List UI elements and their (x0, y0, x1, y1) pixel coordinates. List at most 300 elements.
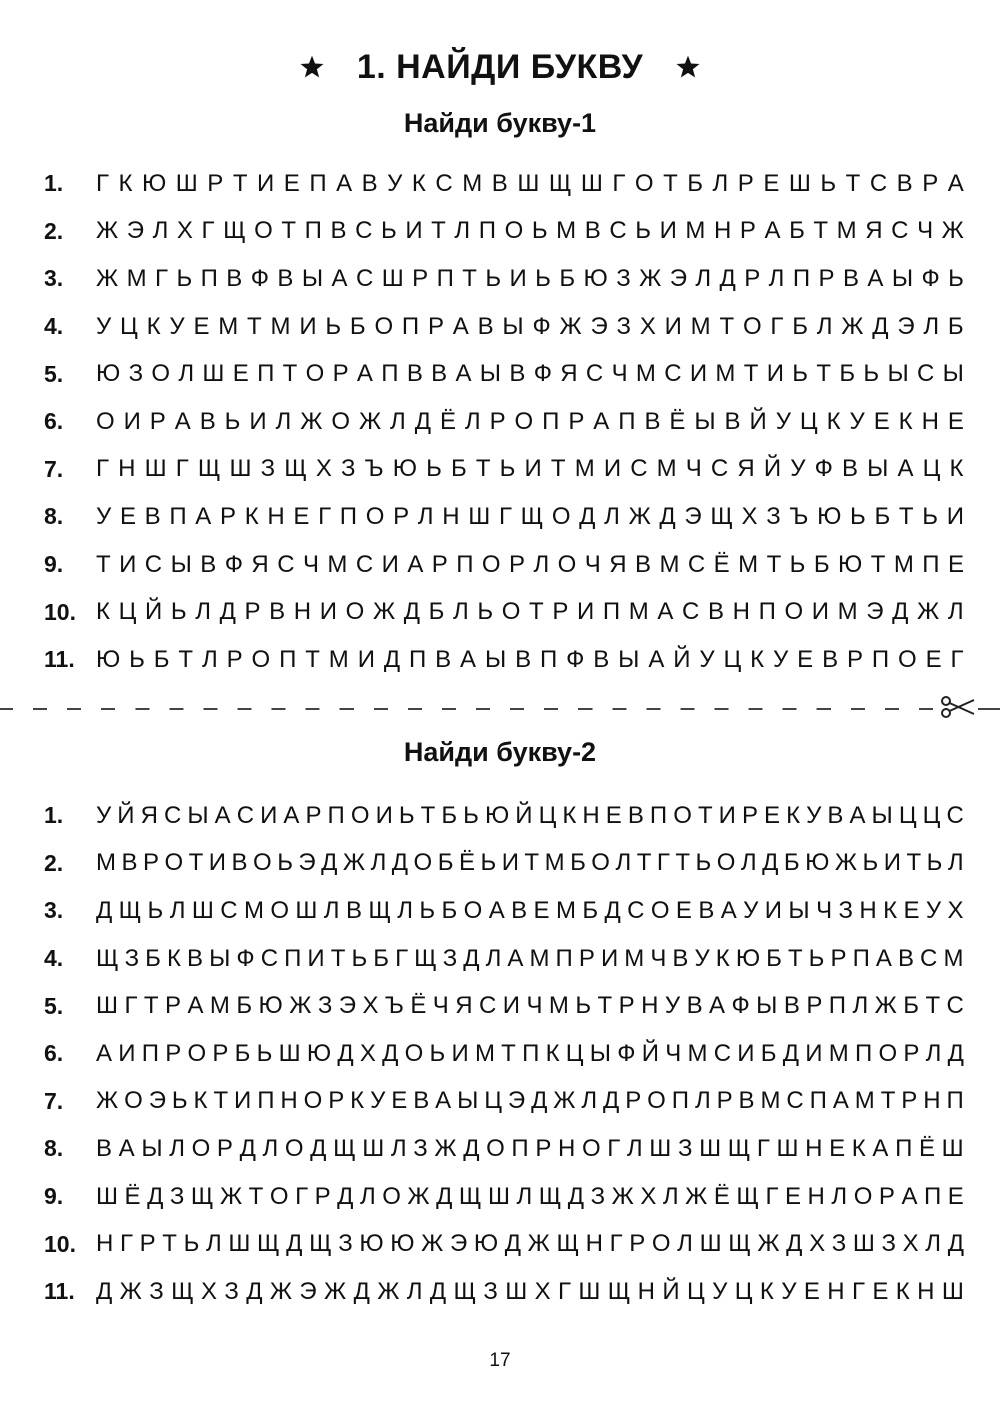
letter-cell: Д (892, 598, 909, 626)
letter-cell: Щ (458, 1182, 482, 1210)
letter-cell: С (585, 360, 604, 388)
letter-cell: Ю (583, 264, 608, 292)
page-number: 17 (489, 1350, 511, 1371)
letter-cell: Ё (669, 407, 686, 435)
letter-cell: Ю (390, 1230, 415, 1258)
letter-cell: Т (880, 1087, 896, 1115)
letter-cell: Ь (147, 896, 164, 924)
letter-cell: Р (393, 502, 410, 530)
letter-row (44, 1268, 964, 1316)
letter-cell: О (557, 550, 577, 578)
letter-row (44, 350, 964, 398)
letter-cell: Г (201, 217, 215, 245)
letter-cell: И (405, 217, 423, 245)
letter-cell: Ь (480, 849, 497, 877)
letter-cell: Й (662, 1277, 680, 1305)
letter-cell: Ж (421, 1230, 444, 1258)
letter-cell: Л (323, 896, 340, 924)
letter-cell: Ж (300, 407, 323, 435)
letter-cell: М (529, 944, 550, 972)
letter-cell: О (716, 849, 736, 877)
letter-cell: С (260, 944, 279, 972)
letter-cell: Ш (487, 1182, 510, 1210)
letter-cell: И (118, 1039, 136, 1067)
letter-cell: Ь (535, 264, 551, 292)
row-letters (96, 1230, 964, 1258)
letter-cell: Т (870, 550, 886, 578)
letter-cell: Ь (351, 944, 368, 972)
letter-cell: Л (626, 1134, 643, 1162)
letter-cell: М (628, 598, 649, 626)
letter-cell: Т (697, 801, 713, 829)
letter-cell: Д (762, 849, 779, 877)
letter-cell: Р (552, 598, 569, 626)
letter-cell: Ю (817, 502, 842, 530)
letter-cell: Д (337, 1039, 354, 1067)
letter-cell: О (284, 1134, 304, 1162)
letter-cell: К (562, 801, 577, 829)
letter-cell: А (897, 455, 914, 483)
letter-cell: П (436, 264, 454, 292)
letter-cell: М (659, 550, 680, 578)
letter-row (44, 1173, 964, 1221)
letter-cell: И (509, 264, 527, 292)
letter-cell: Н (118, 455, 136, 483)
letter-cell: Е (784, 1182, 801, 1210)
letter-cell: Ё (439, 407, 456, 435)
letter-cell: П (828, 992, 847, 1020)
letter-cell: Т (330, 944, 346, 972)
letter-cell: В (435, 645, 452, 673)
letter-cell: Т (96, 550, 111, 578)
letter-cell: Н (585, 1230, 603, 1258)
letter-cell: Т (420, 801, 436, 829)
letter-cell: Г (609, 1230, 623, 1258)
letter-cell: Ч (526, 992, 543, 1020)
letter-cell: О (581, 1134, 601, 1162)
letter-cell: И (249, 407, 267, 435)
letter-cell: Ф (224, 550, 243, 578)
letter-cell: Н (582, 801, 600, 829)
letter-cell: Р (716, 1087, 733, 1115)
letter-cell: С (786, 1087, 804, 1115)
letter-cell: Р (535, 1134, 552, 1162)
letter-cell: М (327, 550, 348, 578)
letter-cell: П (618, 407, 636, 435)
row-number: 9. (44, 551, 64, 578)
letter-cell: В (698, 896, 715, 924)
row-letters (96, 503, 964, 531)
letter-cell: Л (831, 1182, 848, 1210)
letter-cell: Ё (713, 550, 730, 578)
letter-cell: Ч (917, 217, 934, 245)
letter-cell: Ж (611, 1182, 634, 1210)
letter-cell: В (199, 407, 216, 435)
letter-cell: У (790, 455, 806, 483)
letter-cell: Б (373, 944, 390, 972)
letter-cell: Е (947, 550, 964, 578)
letter-cell: М (635, 360, 656, 388)
letter-cell: У (694, 944, 710, 972)
letter-cell: Р (314, 1182, 331, 1210)
row-letters (96, 455, 964, 483)
letter-cell: Т (743, 360, 759, 388)
letter-cell: О (350, 801, 370, 829)
letter-cell: Щ (284, 455, 307, 483)
letter-cell: А (947, 169, 964, 197)
letter-cell: А (657, 598, 674, 626)
letter-cell: Л (169, 896, 186, 924)
letter-cell: Л (695, 264, 712, 292)
letter-cell: Ч (685, 455, 702, 483)
letter-cell: Ы (209, 944, 231, 972)
cut-line (0, 694, 1000, 724)
letter-cell: С (355, 550, 374, 578)
letter-cell: С (220, 896, 238, 924)
letter-cell: Г (119, 1230, 133, 1258)
letter-cell: И (603, 455, 622, 483)
row-letters (96, 170, 964, 198)
letter-cell: О (463, 896, 483, 924)
letter-cell: В (277, 264, 294, 292)
letter-cell: Т (281, 217, 297, 245)
letter-cell: П (852, 944, 870, 972)
letter-cell: Ы (170, 550, 192, 578)
letter-cell: Л (852, 992, 869, 1020)
letter-cell: Ц (538, 801, 557, 829)
letter-cell: З (224, 1277, 239, 1305)
letter-cell: Ж (372, 598, 396, 626)
letter-cell: Н (807, 1182, 825, 1210)
letter-cell: О (634, 169, 654, 197)
letter-cell: П (408, 645, 427, 673)
letter-cell: О (673, 801, 692, 829)
letter-cell: С (163, 801, 182, 829)
letter-cell: А (452, 312, 469, 340)
letter-cell: И (659, 217, 677, 245)
letter-cell: К (244, 502, 259, 530)
letter-cell: О (651, 1230, 671, 1258)
letter-cell: И (576, 598, 595, 626)
letter-cell: Ю (96, 645, 121, 673)
letter-cell: Д (436, 1182, 453, 1210)
letter-cell: Ж (639, 264, 662, 292)
letter-cell: Е (763, 169, 780, 197)
letter-cell: Г (770, 312, 784, 340)
letter-cell: О (251, 645, 271, 673)
letter-cell: Ь (850, 502, 866, 530)
letter-cell: Е (947, 407, 964, 435)
letter-cell: Л (205, 1230, 222, 1258)
letter-cell: Д (239, 1134, 256, 1162)
letter-cell: Щ (333, 1134, 356, 1162)
dashed-divider-tail (978, 708, 1000, 710)
letter-cell: Р (737, 169, 754, 197)
letter-cell: Ш (941, 1277, 964, 1305)
letter-cell: В (644, 407, 661, 435)
letter-cell: Г (852, 1277, 865, 1305)
letter-cell: П (854, 1039, 873, 1067)
letter-cell: Э (590, 312, 608, 340)
letter-cell: В (186, 944, 203, 972)
row-letters (96, 1278, 964, 1306)
letter-cell: В (509, 360, 526, 388)
letter-cell: М (474, 1039, 495, 1067)
row-number: 3. (44, 897, 64, 924)
letter-cell: Ш (381, 264, 404, 292)
letter-cell: Л (201, 645, 218, 673)
letter-cell: З (317, 992, 333, 1020)
letter-cell: Ш (699, 1230, 722, 1258)
letter-cell: А (832, 1087, 849, 1115)
letter-cell: Я (140, 801, 158, 829)
letter-cell: Щ (710, 502, 733, 530)
letter-cell: Р (431, 550, 448, 578)
letter-cell: Т (766, 550, 782, 578)
letter-cell: О (382, 1182, 401, 1210)
letter-cell: С (917, 360, 935, 388)
letter-cell: Щ (190, 1182, 214, 1210)
letter-cell: Ч (432, 992, 449, 1020)
letter-cell: З (128, 360, 144, 388)
letter-cell: Ь (419, 896, 436, 924)
letter-cell: С (682, 598, 700, 626)
letter-cell: Д (310, 1134, 327, 1162)
letter-cell: Т (431, 217, 446, 245)
letter-cell: Ч (584, 550, 601, 578)
letter-cell: М (690, 312, 711, 340)
letter-cell: З (590, 1182, 606, 1210)
letter-cell: П (381, 360, 399, 388)
letter-cell: Е (232, 360, 249, 388)
row-number: 8. (44, 503, 64, 530)
letter-cell: К (949, 455, 964, 483)
letter-cell: У (664, 992, 681, 1020)
letter-cell: С (664, 360, 682, 388)
letter-cell: Ж (553, 1087, 576, 1115)
letter-row (44, 303, 964, 351)
letter-cell: Т (898, 502, 914, 530)
row-number: 11. (44, 646, 75, 673)
letter-cell: З (260, 455, 276, 483)
letter-cell: С (435, 169, 453, 197)
letter-cell: Р (903, 1039, 920, 1067)
letter-cell: Б (789, 217, 805, 245)
letter-cell: О (551, 502, 571, 530)
letter-cell: Д (246, 1277, 263, 1305)
letter-cell: М (656, 455, 677, 483)
letter-cell: Ю (359, 1230, 384, 1258)
letter-cell: П (279, 645, 297, 673)
letter-cell: А (849, 801, 866, 829)
letter-cell: С (946, 801, 964, 829)
letter-cell: Е (605, 801, 622, 829)
letter-row (44, 840, 964, 888)
letter-cell: Р (212, 1039, 229, 1067)
letter-cell: Л (152, 217, 169, 245)
letter-cell: Д (579, 502, 596, 530)
letter-cell: О (481, 550, 501, 578)
row-letters (96, 897, 964, 925)
letter-cell: Б (582, 896, 599, 924)
row-number: 8. (44, 1135, 64, 1162)
letter-cell: Н (267, 502, 285, 530)
letter-cell: Д (782, 1039, 800, 1067)
letter-cell: А (435, 1087, 452, 1115)
letter-cell: Ж (685, 1182, 708, 1210)
letter-cell: Р (427, 312, 444, 340)
letter-cell: Б (559, 264, 576, 292)
letter-cell: Т (462, 264, 477, 292)
letter-row (44, 208, 964, 256)
letter-cell: М (96, 849, 116, 877)
letter-cell: С (630, 455, 648, 483)
row-letters (96, 945, 964, 973)
letter-cell: А (648, 645, 665, 673)
letter-cell: Ф (533, 360, 552, 388)
letter-cell: Г (607, 1134, 621, 1162)
letter-cell: У (773, 645, 789, 673)
letter-cell: Б (903, 992, 919, 1020)
letter-cell: Л (178, 360, 195, 388)
letter-cell: А (174, 407, 191, 435)
letter-cell: Щ (197, 455, 221, 483)
letter-cell: Р (216, 1134, 233, 1162)
letter-cell: Р (739, 217, 756, 245)
letter-cell: Ы (618, 645, 640, 673)
letter-cell: Н (923, 1087, 941, 1115)
letter-cell: Л (740, 849, 757, 877)
letter-cell: Д (147, 1182, 164, 1210)
letter-cell: Ж (407, 1182, 430, 1210)
letter-cell: Г (175, 455, 189, 483)
letter-cell: Г (295, 1182, 309, 1210)
letter-cell: Ж (757, 1230, 780, 1258)
letter-cell: Э (684, 502, 702, 530)
letter-cell: Ы (867, 455, 889, 483)
letter-cell: Т (663, 169, 678, 197)
letter-cell: Ь (256, 1039, 273, 1067)
row-letters (96, 1040, 964, 1068)
letter-cell: Т (550, 455, 566, 483)
letter-cell: Ш (278, 1039, 301, 1067)
letter-cell: У (96, 801, 112, 829)
letter-cell: Ё (458, 849, 475, 877)
letter-cell: Э (148, 1087, 166, 1115)
letter-cell: Д (353, 1277, 370, 1305)
letter-cell: Ж (841, 312, 864, 340)
letter-cell: Ю (838, 550, 863, 578)
letter-cell: Ь (531, 217, 548, 245)
letter-cell: З (838, 896, 853, 924)
letter-cell: А (720, 896, 737, 924)
letter-cell: Л (816, 312, 833, 340)
letter-cell: Н (442, 502, 460, 530)
letter-cell: Р (489, 407, 506, 435)
letter-cell: Ы (187, 801, 209, 829)
letter-cell: Я (560, 360, 578, 388)
letter-cell: Е (119, 502, 136, 530)
letter-cell: Щ (520, 502, 544, 530)
letter-cell: Г (318, 502, 332, 530)
letter-cell: Ц (922, 455, 941, 483)
letter-cell: Х (640, 1182, 657, 1210)
letter-cell: Р (165, 1039, 182, 1067)
letter-cell: Т (719, 312, 735, 340)
letter-cell: М (574, 455, 595, 483)
letter-cell: Щ (453, 1277, 477, 1305)
letter-cell: Л (694, 1087, 711, 1115)
letter-cell: Д (403, 598, 420, 626)
letter-cell: Л (390, 1134, 407, 1162)
letter-cell: Ш (229, 455, 252, 483)
letter-cell: Б (687, 169, 703, 197)
row-number: 3. (44, 265, 64, 292)
letter-cell: Р (901, 1087, 918, 1115)
letter-cell: П (871, 645, 890, 673)
letter-cell: Й (641, 1039, 659, 1067)
letter-cell: Л (712, 169, 729, 197)
letter-cell: В (330, 217, 347, 245)
letter-cell: Щ (223, 217, 246, 245)
letter-cell: И (299, 312, 317, 340)
letter-cell: Ё (713, 1182, 730, 1210)
row-number: 10. (44, 598, 76, 625)
letter-cell: В (361, 169, 378, 197)
letter-cell: Ц (118, 598, 137, 626)
letter-cell: Л (485, 944, 502, 972)
letter-cell: Ю (392, 455, 417, 483)
letter-cell: Ы (887, 360, 909, 388)
letter-cell: Ь (863, 360, 880, 388)
letter-cell: И (764, 896, 783, 924)
letter-cell: И (811, 598, 829, 626)
letter-cell: Э (866, 598, 884, 626)
letter-cell: Ц (799, 407, 818, 435)
letter-cell: Ж (377, 1277, 400, 1305)
letter-cell: А (283, 801, 300, 829)
letter-cell: Ц (687, 1277, 705, 1305)
letter-cell: Ш (578, 1277, 601, 1305)
letter-cell: И (805, 1039, 823, 1067)
letter-cell: Ё (918, 1134, 935, 1162)
letter-cell: Х (362, 992, 379, 1020)
letter-cell: Е (675, 896, 692, 924)
letter-cell: Щ (118, 896, 142, 924)
letter-cell: К (750, 645, 765, 673)
letter-cell: Ь (129, 645, 145, 673)
section-2-title: Найди букву-2 (403, 737, 597, 767)
letter-cell: Д (504, 1230, 521, 1258)
letter-cell: Т (282, 360, 298, 388)
letter-cell: Ш (776, 1134, 799, 1162)
letter-cell: Т (143, 992, 159, 1020)
letter-cell: И (766, 360, 784, 388)
row-letters (96, 1087, 964, 1115)
letter-cell: О (303, 1087, 323, 1115)
letter-cell: Р (625, 1087, 642, 1115)
letter-row (44, 1030, 964, 1078)
letter-cell: М (544, 849, 565, 877)
letter-cell: П (649, 801, 668, 829)
letter-cell: О (878, 1039, 898, 1067)
row-letters (96, 313, 964, 341)
letter-cell: О (501, 598, 521, 626)
letter-cell: Ш (699, 1134, 722, 1162)
letter-cell: О (124, 1087, 143, 1115)
letter-cell: П (539, 645, 558, 673)
letter-row (44, 982, 964, 1030)
